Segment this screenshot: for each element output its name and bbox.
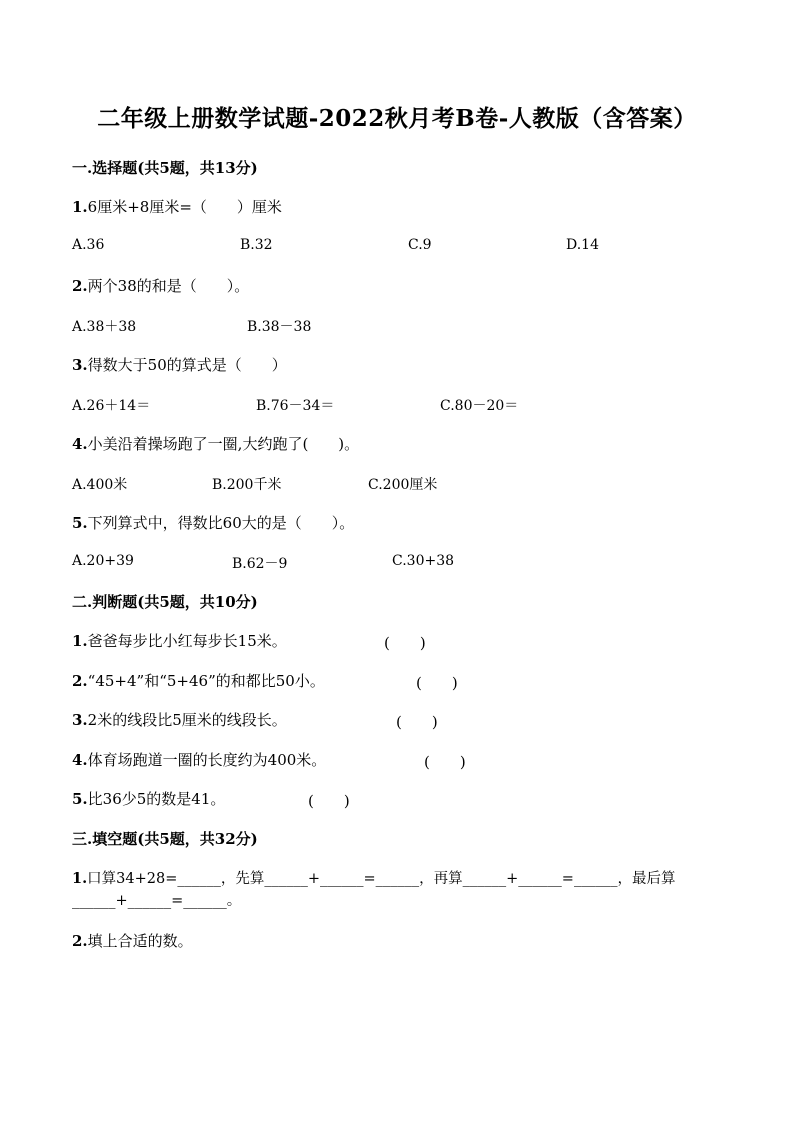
answer-bracket: ( ) [396,713,438,731]
option-c: C.30+38 [392,553,455,569]
section-heading-choice: 一.选择题(共5题，共13分) [72,159,258,177]
option-a: A.38＋38 [72,319,137,335]
question-number: 1. [72,632,88,650]
question-text: 爸爸每步比小红每步长15米。 [87,632,287,650]
judgement-item-2 [72,671,325,691]
question-text: 小美沿着操场跑了一圈,大约跑了( )。 [87,435,360,453]
question-number: 2. [72,277,88,295]
option-d: D.14 [566,237,599,253]
options-row-1 [0,237,794,257]
question-number: 4. [72,435,88,453]
option-c: C.200厘米 [368,477,438,493]
question-text: 得数大于50的算式是（ ） [87,356,287,374]
option-b: B.62－9 [232,556,288,572]
question-number: 5. [72,514,88,532]
options-row-2 [0,316,794,336]
judgement-item-1 [72,631,287,651]
option-b: B.200千米 [212,477,282,493]
option-b: B.32 [240,237,273,253]
question-number: 5. [72,790,88,808]
answer-bracket: ( ) [424,753,466,771]
section-heading-judgement: 二.判断题(共5题，共10分) [72,593,258,611]
question-text: 口算34+28=______，先算______+______=______，再算______+______=______，最后算 [87,871,676,887]
section-heading-fill: 三.填空题(共5题，共32分) [72,830,258,848]
question-5 [72,513,354,533]
option-a: A.400米 [72,477,128,493]
question-number: 1. [72,870,88,887]
question-4 [72,434,359,454]
fill-item-1-line-1 [72,869,675,889]
question-number: 3. [72,711,88,729]
judgement-item-5 [72,789,225,809]
judgement-item-4 [72,750,326,770]
option-a: A.20+39 [72,553,134,569]
answer-bracket: ( ) [384,634,426,652]
page-title: 二年级上册数学试题-2022秋月考B卷-人教版（含答案） [97,105,697,132]
question-number: 1. [72,198,88,216]
question-number: 2. [72,672,88,690]
option-b: B.76－34＝ [256,398,335,414]
question-1 [72,197,282,217]
question-number: 3. [72,356,88,374]
options-row-3 [0,395,794,415]
answer-bracket: ( ) [416,674,458,692]
question-text: 两个38的和是（ ）。 [87,277,250,295]
question-text: 下列算式中，得数比60大的是（ ）。 [87,514,355,532]
option-a: A.26＋14＝ [72,398,151,414]
question-text: “45+4”和“5+46”的和都比50小。 [87,672,325,690]
question-text: 比36少5的数是41。 [87,790,226,808]
fill-item-1-line-2: ______+______=______。 [72,893,242,909]
answer-bracket: ( ) [308,792,350,810]
options-row-5 [0,553,794,573]
option-c: C.9 [408,237,432,253]
question-text: 6厘米+8厘米=（ ）厘米 [87,198,282,216]
question-2 [72,276,249,296]
question-3 [72,355,287,375]
options-row-4 [0,474,794,494]
judgement-item-3 [72,710,287,730]
question-text: 2米的线段比5厘米的线段长。 [87,711,287,729]
option-c: C.80－20＝ [440,398,519,414]
question-text: 填上合适的数。 [87,932,193,950]
option-b: B.38－38 [247,319,312,335]
question-number: 4. [72,751,88,769]
question-number: 2. [72,932,88,950]
fill-item-2 [72,931,193,951]
question-text: 体育场跑道一圈的长度约为400米。 [87,751,327,769]
option-a: A.36 [72,237,105,253]
